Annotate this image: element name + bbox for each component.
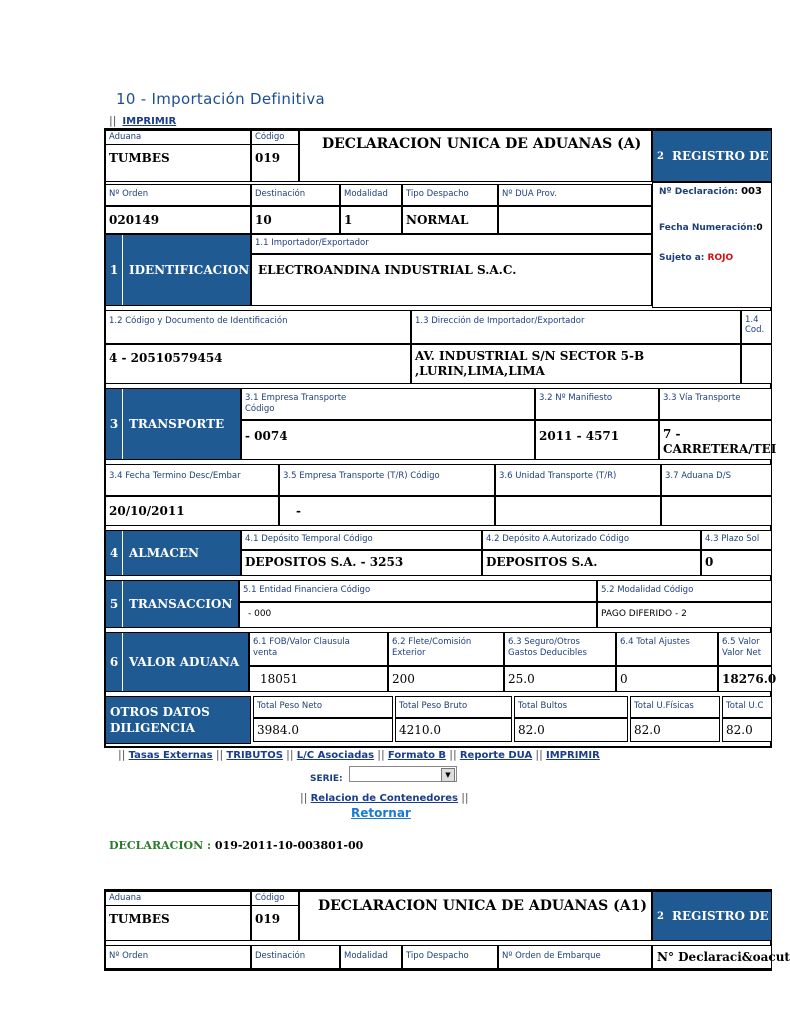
codigo-doc-value-cell [105,344,411,384]
declaracion-line [109,839,363,852]
modalidad-value-cell [340,206,402,234]
section-3-number: 3 [106,389,123,459]
num-declaracion-value: 003 [741,186,762,197]
section-valor-aduana [105,632,249,692]
codigo-cell [251,130,299,182]
flete-label-line2: Exterior [392,648,426,658]
dep-aut-label: 4.2 Depósito A.Autorizado Código [486,534,630,544]
dep-temp-value: DEPOSITOS S.A. - 3253 [245,555,404,569]
document-title: DECLARACION UNICA DE ADUANAS (A) [322,136,642,152]
flete-value: 200 [392,672,415,686]
flete-label-cell [388,632,504,666]
ufisicas-value-cell [630,718,720,742]
modalidad-pago-label: 5.2 Modalidad Código [601,585,694,595]
codigo-doc-label-cell [105,310,411,344]
section-4-number: 4 [106,531,123,575]
retornar-link[interactable]: Retornar [351,806,411,820]
ucomerciales-label-cell [722,696,772,718]
valor-value-cell [718,666,777,692]
c14-label-line1: 1.4 [745,315,759,325]
via-value-line1: 7 - [663,427,681,441]
section-5-name: TRANSACCION [129,597,233,611]
modalidad-pago-value-cell [597,602,772,628]
ufisicas-value: 82.0 [634,723,661,737]
plazo-value: 0 [705,555,714,569]
orden-label: Nº Orden [109,189,149,199]
sujeto-label: Sujeto a: [659,253,705,263]
via-label-cell [659,388,772,420]
ufisicas-label-cell [630,696,720,718]
registro-panel [652,182,772,308]
a1-codigo-label: Código [255,893,285,903]
unidad-label-cell [495,464,661,496]
fecha-numeracion-value: 0 [756,223,763,233]
section-4-name: ALMACEN [129,546,200,560]
emp-transp-value-cell [241,420,535,460]
entidad-value: - 000 [248,609,272,619]
plazo-label: 4.3 Plazo Sol [705,534,760,544]
section-3-name: TRANSPORTE [129,417,225,431]
destinacion-value: 10 [255,213,272,227]
ucomerciales-value: 82.0 [726,723,753,737]
dep-temp-label: 4.1 Depósito Temporal Código [245,534,373,544]
section-otros-datos [105,696,251,744]
relacion-contenedores-link[interactable]: Relacion de Contenedores [310,793,459,804]
codigo-label: Código [255,132,285,142]
bultos-value-cell [514,718,628,742]
valor-label-line2: Valor Net [722,648,762,658]
modalidad-cell [340,184,402,206]
page-title: 10 - Importación Definitiva [116,90,325,108]
a1-aduana-label: Aduana [109,893,142,903]
ajustes-label: 6.4 Total Ajustes [620,637,690,647]
a1-tipo-despacho-cell [402,945,498,969]
a1-orden-label: Nº Orden [109,951,149,961]
dep-temp-label-cell [241,530,482,550]
chevron-down-icon[interactable]: ▼ [441,768,455,782]
emp-tr-label: 3.5 Empresa Transporte (T/R) Código [283,471,440,481]
registro-label: REGISTRO DE [671,149,769,163]
dua-prov-cell [498,184,652,206]
via-value-line2: CARRETERA/TEI [663,442,777,456]
aduana-label: Aduana [109,132,142,142]
peso-neto-label-cell [253,696,393,718]
action-links: || Tasas Externas || TRIBUTOS || L/C Asociadas || Formato B || Reporte DUA || IMPRIMIR [118,748,600,761]
tipo-despacho-cell [402,184,498,206]
manifiesto-value: 2011 - 4571 [539,429,620,443]
unidad-label: 3.6 Unidad Transporte (T/R) [499,471,617,481]
a1-registro-label: REGISTRO DE [671,909,769,923]
modalidad-pago-value: PAGO DIFERIDO - 2 [601,609,687,619]
direccion-value-cell [411,344,741,384]
imprimir-link[interactable]: IMPRIMIR [546,750,600,761]
a1-codigo-cell [251,891,299,941]
a1-destinacion-cell [251,945,340,969]
c14-label-cell [741,310,772,344]
emp-transp-value: - 0074 [245,429,288,443]
num-declaracion-label: Nº Declaración: [659,187,738,197]
tributos-link[interactable]: TRIBUTOS [226,750,283,761]
formato-b-link[interactable]: Formato B [387,750,447,761]
registro-number: 2 [657,150,664,162]
fecha-term-label-cell [105,464,279,496]
flete-label-line1: 6.2 Flete/Comisión [392,637,472,647]
tasas-externas-link[interactable]: Tasas Externas [128,750,213,761]
fecha-term-value-cell [105,496,279,526]
peso-bruto-value: 4210.0 [399,723,441,737]
emp-tr-value: - [296,504,301,518]
bultos-label-cell [514,696,628,718]
destinacion-cell [251,184,340,206]
destinacion-label: Destinación [255,189,306,199]
valor-label-line1: 6.5 Valor [722,637,760,647]
unidad-value-cell [495,496,661,526]
aduana-value: TUMBES [109,151,170,165]
orden-value: 020149 [109,213,160,227]
section-transaccion [105,580,239,628]
orden-value-cell [105,206,251,234]
peso-neto-value: 3984.0 [257,723,299,737]
peso-neto-value-cell [253,718,393,742]
c14-value-cell [741,344,772,384]
a1-tipo-despacho-label: Tipo Despacho [406,951,469,961]
a1-destinacion-label: Destinación [255,951,306,961]
seguro-label-cell [504,632,616,666]
codigo-value: 019 [255,151,281,165]
a1-declaracion-cell [652,945,790,969]
tipo-despacho-label: Tipo Despacho [406,189,469,199]
section-1-name: IDENTIFICACION [129,263,250,277]
importador-label-cell [251,234,652,254]
fecha-term-value: 20/10/2011 [109,504,185,518]
a1-aduana-value: TUMBES [109,912,170,926]
section-1-number: 1 [106,235,123,305]
fecha-numeracion-label: Fecha Numeración: [659,223,757,233]
declaracion-value: 019-2011-10-003801-00 [214,839,364,852]
a1-document-title-cell [299,891,652,941]
dep-aut-value-cell [482,550,701,576]
bultos-label: Total Bultos [518,701,568,711]
a1-orden-embarque-label: Nº Orden de Embarque [502,951,601,961]
modalidad-value: 1 [344,213,353,227]
valor-value: 18276.0 [722,672,777,686]
fob-label-line1: 6.1 FOB/Valor Clausula [253,637,350,647]
otros-datos-line2: DILIGENCIA [110,721,195,735]
plazo-label-cell [701,530,772,550]
fob-value-cell [249,666,388,692]
codigo-doc-label: 1.2 Código y Documento de Identificación [109,316,288,326]
dep-aut-value: DEPOSITOS S.A. [486,555,598,569]
tipo-despacho-value: NORMAL [406,213,469,227]
emp-transp-label: 3.1 Empresa Transporte [245,393,347,403]
section-transporte [105,388,241,460]
codigo-doc-value: 4 - 20510579454 [109,351,223,365]
via-value-cell [659,420,777,460]
section-6-number: 6 [106,633,123,691]
aduana-ds-label: 3.7 Aduana D/S [665,471,731,481]
ufisicas-label: Total U.Físicas [634,701,694,711]
manifiesto-value-cell [535,420,659,460]
a1-aduana-cell [105,891,251,941]
declaracion-label: DECLARACION : [109,839,212,852]
aduana-ds-value-cell [661,496,772,526]
serie-label: SERIE: [310,774,343,784]
sujeto-value: ROJO [707,253,734,263]
manifiesto-label-cell [535,388,659,420]
a1-orden-embarque-cell [498,945,652,969]
contenedores-row: || Relacion de Contenedores || [300,791,469,804]
direccion-line1: AV. INDUSTRIAL S/N SECTOR 5-B [415,349,645,363]
emp-transp-label2: Código [245,404,275,414]
direccion-label-cell [411,310,741,344]
section-5-number: 5 [106,581,123,627]
fob-label-line2: venta [253,648,278,658]
a1-declaracion-text: N° Declaraci&oacut [657,950,790,964]
ajustes-label-cell [616,632,718,666]
importador-value-cell [251,254,652,306]
c14-label-line2: Cod. [745,325,765,335]
orden-cell [105,184,251,206]
importador-value: ELECTROANDINA INDUSTRIAL S.A.C. [258,263,517,277]
a1-orden-cell [105,945,251,969]
emp-transp-label-cell [241,388,535,420]
valor-label-cell [718,632,772,666]
entidad-label: 5.1 Entidad Financiera Código [243,585,371,595]
tipo-despacho-value-cell [402,206,498,234]
document-title-cell [299,130,652,182]
entidad-value-cell [239,602,597,628]
seguro-value-cell [504,666,616,692]
peso-bruto-label-cell [395,696,512,718]
fob-value: 18051 [260,672,299,686]
seguro-label-line1: 6.3 Seguro/Otros [508,637,580,647]
a1-codigo-value: 019 [255,912,281,926]
aduana-cell [105,130,251,182]
ucomerciales-value-cell [722,718,772,742]
imprimir-top-row: || IMPRIMIR [109,114,177,127]
importador-label: 1.1 Importador/Exportador [255,238,369,248]
serie-select[interactable] [349,766,457,782]
imprimir-top-link[interactable]: IMPRIMIR [122,116,177,127]
registro-header [652,130,772,182]
dua-prov-label: Nº DUA Prov. [502,189,557,199]
via-label: 3.3 Vía Transporte [663,393,741,403]
lc-asociadas-link[interactable]: L/C Asociadas [296,750,375,761]
ajustes-value-cell [616,666,718,692]
fob-label-cell [249,632,388,666]
bultos-value: 82.0 [518,723,545,737]
modalidad-pago-label-cell [597,580,772,602]
section-6-name: VALOR ADUANA [129,655,240,669]
peso-neto-label: Total Peso Neto [257,701,323,711]
dua-prov-value-cell [498,206,652,234]
a1-modalidad-cell [340,945,402,969]
reporte-dua-link[interactable]: Reporte DUA [459,750,533,761]
a1-registro-number: 2 [657,910,664,922]
entidad-label-cell [239,580,597,602]
ucomerciales-label: Total U.C [726,701,764,711]
peso-bruto-label: Total Peso Bruto [399,701,468,711]
emp-tr-label-cell [279,464,495,496]
dep-temp-value-cell [241,550,482,576]
direccion-label: 1.3 Dirección de Importador/Exportador [415,316,585,326]
ajustes-value: 0 [620,672,628,686]
manifiesto-label: 3.2 Nº Manifiesto [539,393,613,403]
plazo-value-cell [701,550,772,576]
otros-datos-line1: OTROS DATOS [110,705,210,719]
a1-modalidad-label: Modalidad [344,951,388,961]
a1-registro-header [652,891,772,941]
direccion-line2: ,LURIN,LIMA,LIMA [415,364,545,378]
peso-bruto-value-cell [395,718,512,742]
seguro-value: 25.0 [508,672,535,686]
destinacion-value-cell [251,206,340,234]
section-almacen [105,530,241,576]
dep-aut-label-cell [482,530,701,550]
aduana-ds-label-cell [661,464,772,496]
seguro-label-line2: Gastos Deducibles [508,648,587,658]
modalidad-label: Modalidad [344,189,388,199]
flete-value-cell [388,666,504,692]
emp-tr-value-cell [279,496,495,526]
section-identificacion [105,234,251,306]
fecha-term-label: 3.4 Fecha Termino Desc/Embar [109,471,241,481]
a1-document-title: DECLARACION UNICA DE ADUANAS (A1) [318,898,647,914]
